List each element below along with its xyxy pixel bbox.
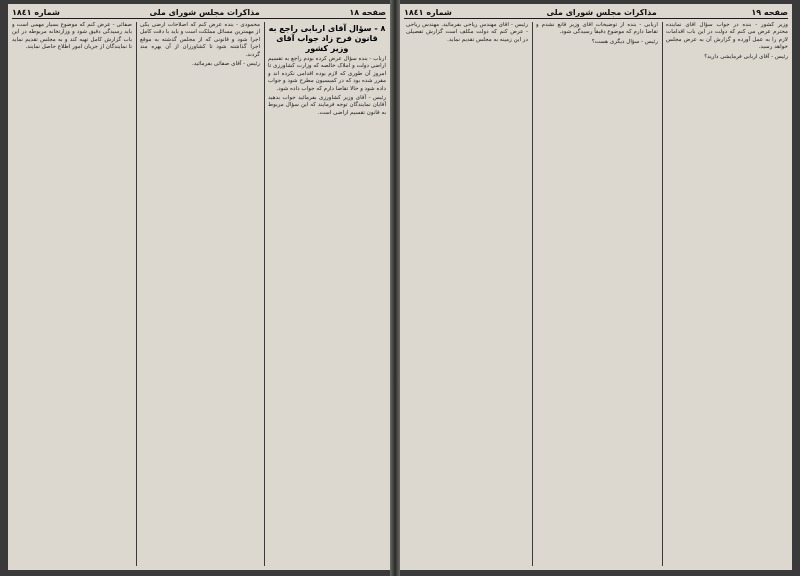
column-divider [264, 22, 265, 566]
left-column-1-heading: ۸ - سؤال آقای اربابی راجع به قانون فرح زاد جواب آقای وزیر کشور [268, 24, 386, 53]
right-page-title: مذاکرات مجلس شورای ملی [546, 7, 657, 17]
left-column-1-paragraph: ارباب - بنده سؤال عرض کرده بودم راجع به تقسیم اراضی دولت و املاک خالصه که وزارت کشاورزی تا امروز آن طوری که لازم بوده اقدامی نکرده اند و مقرر شده بود که در کمیسیون مطرح شود و جواب داده شود و حالا تقاضا دارم که جواب داده شود. [268, 56, 386, 92]
left-page-title: مذاکرات مجلس شورای ملی [149, 7, 260, 17]
left-column-3-paragraph: صفائی - عرض کنم که موضوع بسیار مهمی است و باید رسیدگی دقیق شود و وزارتخانه مربوطه در این باب گزارش کامل تهیه کند و به مجلس تقدیم نماید تا نمایندگان از جریان امور اطلاع حاصل نمایند. [12, 22, 132, 51]
right-column-2-paragraph: اربابی - بنده از توضیحات آقای وزیر قانع نشدم و تقاضا دارم که موضوع دقیقاً رسیدگی شود. [536, 22, 658, 36]
right-column-3 [406, 22, 528, 566]
column-divider [136, 22, 137, 566]
left-column-2-paragraph: محمودی - بنده عرض کنم که اصلاحات ارضی یکی از مهمترین مسائل مملکت است و باید با دقت کامل اجرا شود و قانونی که از مجلس گذشته به موقع اجرا گذاشته شود تا کشاورزان از آن بهره مند گردند. [140, 22, 260, 58]
right-page-number: صفحه ١٩ [751, 7, 788, 17]
left-page-header [12, 6, 386, 19]
column-divider [532, 22, 533, 566]
right-column-2-paragraph: رئیس - سؤال دیگری هست؟ [591, 38, 658, 45]
right-page-issue: شماره ١٨٤١ [404, 7, 452, 17]
right-column-3-paragraph: رئیس - آقای مهندس ریاحی بفرمائید. مهندس ریاحی - عرض کنم که دولت مکلف است گزارش تفصیلی در این زمینه به مجلس تقدیم نماید. [406, 22, 528, 43]
left-page-issue: شماره ١٨٤١ [12, 7, 60, 17]
column-divider [662, 22, 663, 566]
book-gutter [390, 0, 400, 576]
right-column-2 [536, 22, 658, 566]
left-column-2 [140, 22, 260, 566]
left-column-1 [268, 22, 386, 566]
right-column-1-paragraph: رئیس - آقای اربابی فرمایشی دارید؟ [704, 53, 788, 60]
left-page-number: صفحه ١٨ [349, 7, 386, 17]
right-column-1-paragraph: وزیر کشور - بنده در جواب سؤال آقای نماینده محترم عرض می کنم که دولت در این باب اقدامات لازم را به عمل آورده و گزارش آن به عرض مجلس خواهد رسید. [666, 22, 788, 51]
right-column-1 [666, 22, 788, 566]
left-column-1-paragraph: رئیس - آقای وزیر کشاورزی بفرمائید جواب بدهید آقایان نمایندگان توجه فرمایند که این سؤال مربوط به قانون تقسیم اراضی است. [268, 95, 386, 116]
left-column-3 [12, 22, 132, 566]
left-column-2-paragraph: رئیس - آقای صفائی بفرمائید. [191, 61, 260, 68]
left-page [8, 4, 390, 570]
right-page [400, 4, 792, 570]
right-page-header [404, 6, 788, 19]
